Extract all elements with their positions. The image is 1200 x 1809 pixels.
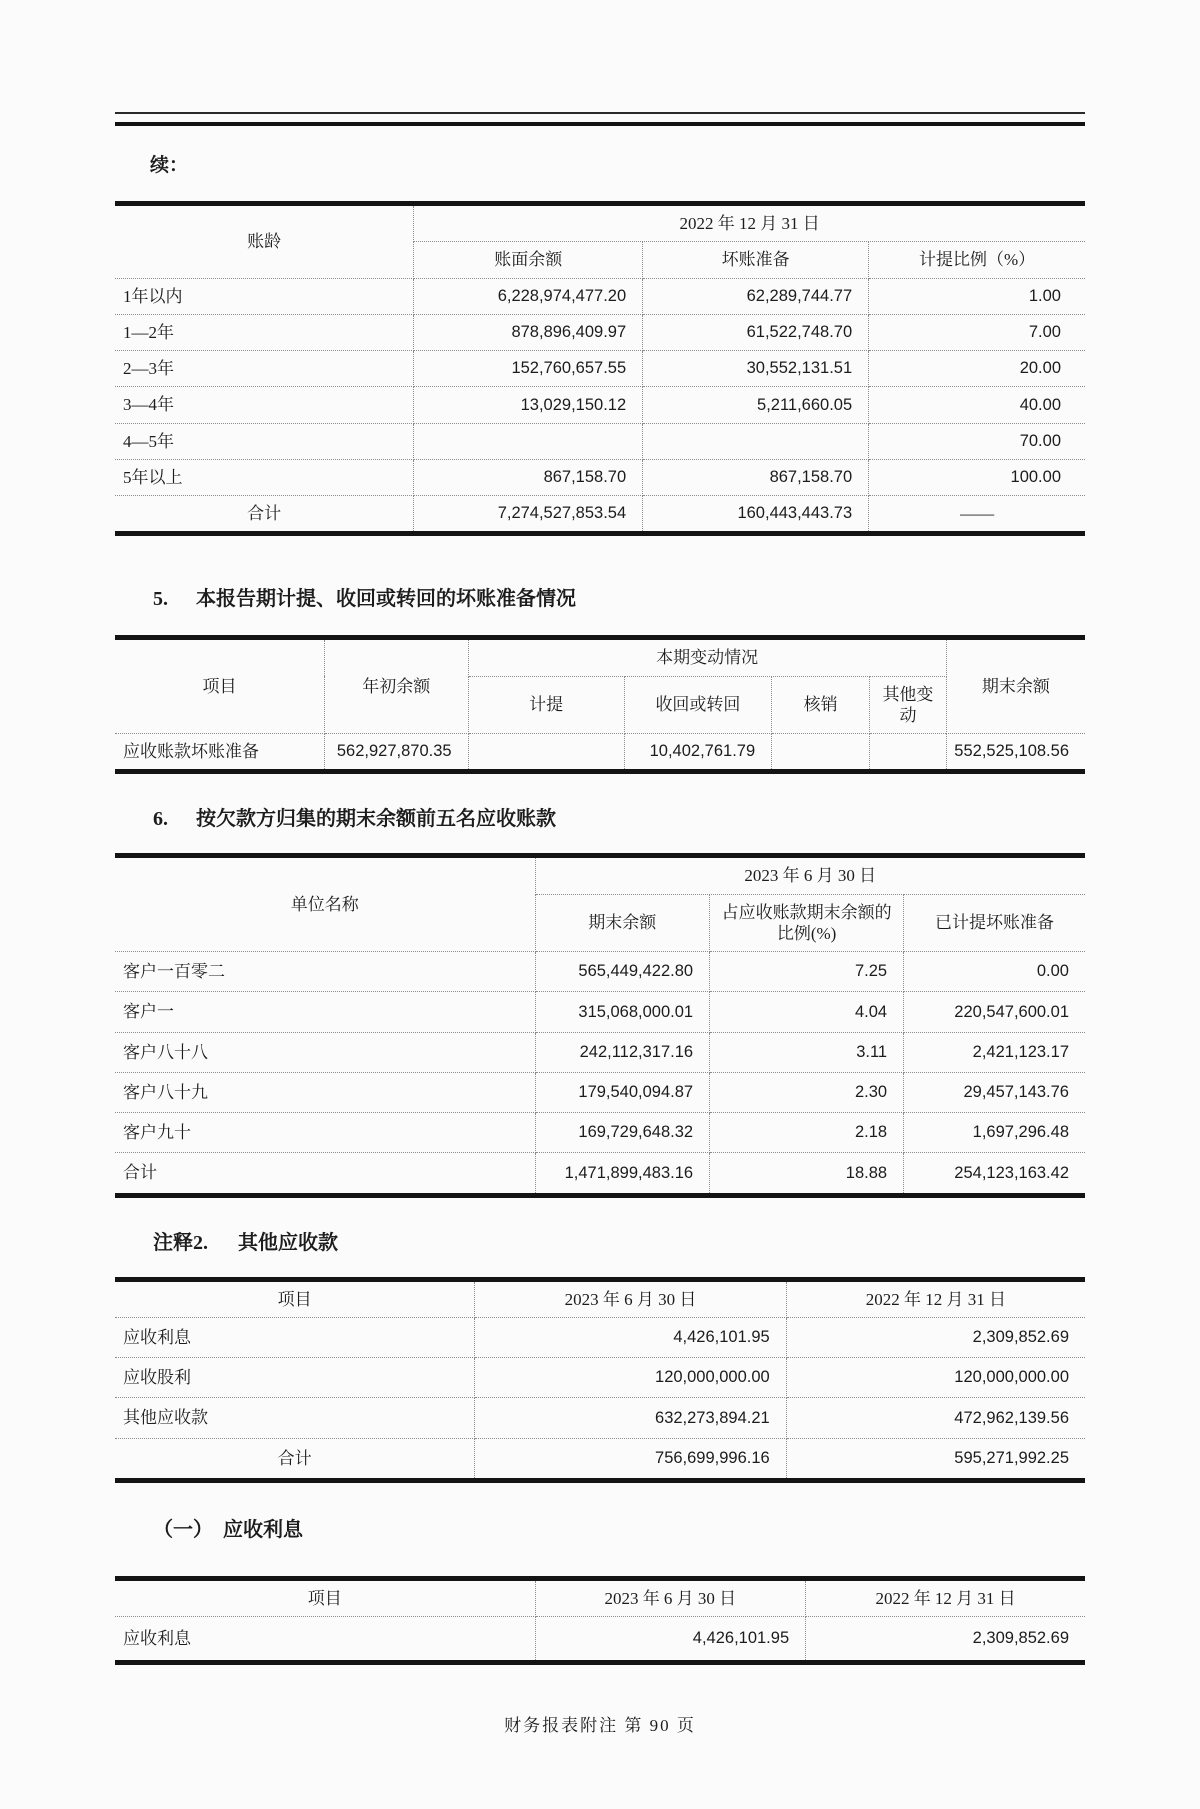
table-row [115, 351, 1085, 387]
section-title: 本报告期计提、收回或转回的坏账准备情况 [196, 588, 576, 611]
interest-header-row [115, 1578, 1085, 1616]
provision-col-other-header: 其他变动 [870, 676, 947, 734]
cell-ratio: 2.30 [710, 1072, 904, 1112]
cell-item: 应收利息 [115, 1317, 475, 1357]
other-receivables-table [115, 1277, 1085, 1483]
cell-provision: 220,547,600.01 [904, 992, 1085, 1032]
aging-col-label-header: 账龄 [115, 204, 414, 279]
aging-table [115, 201, 1085, 536]
cell-customer: 客户八十九 [115, 1072, 535, 1112]
total-row [115, 1153, 1085, 1195]
section-number: （一） [153, 1518, 213, 1541]
top5-table [115, 853, 1085, 1197]
cell-balance: 152,760,657.55 [414, 351, 643, 387]
provision-col-writeoff-header: 核销 [772, 676, 870, 734]
cell-item: 其他应收款 [115, 1398, 475, 1438]
section-title: 应收利息 [223, 1518, 303, 1541]
cell-ratio: 4.04 [710, 992, 904, 1032]
table-row [115, 952, 1085, 992]
cell-balance: 13,029,150.12 [414, 387, 643, 423]
cell-ratio: 40.00 [869, 387, 1085, 423]
aging-header-row-1 [115, 204, 1085, 242]
cell-provision: 5,211,660.05 [643, 387, 869, 423]
cell-provision: 0.00 [904, 952, 1085, 992]
cell-balance: 179,540,094.87 [535, 1072, 710, 1112]
provision-table [115, 635, 1085, 774]
cell-customer: 客户一百零二 [115, 952, 535, 992]
cell-2022-value: 2,309,852.69 [806, 1617, 1085, 1663]
cell-ratio: 7.00 [869, 314, 1085, 350]
cell-item: 应收股利 [115, 1358, 475, 1398]
cell-provision: 61,522,748.70 [643, 314, 869, 350]
cell-2022-value: 120,000,000.00 [786, 1358, 1085, 1398]
cell-balance: 315,068,000.01 [535, 992, 710, 1032]
cell-provision: 867,158.70 [643, 459, 869, 495]
provision-col-accrual-header: 计提 [468, 676, 624, 734]
table-row [115, 1317, 1085, 1357]
cell-provision [643, 423, 869, 459]
interest-col-2023-header: 2023 年 6 月 30 日 [535, 1578, 806, 1616]
interest-col-2022-header: 2022 年 12 月 31 日 [806, 1578, 1085, 1616]
cell-ratio: 3.11 [710, 1032, 904, 1072]
cell-recovered: 10,402,761.79 [624, 734, 771, 772]
cell-item: 应收账款坏账准备 [115, 734, 325, 772]
aging-date-header: 2022 年 12 月 31 日 [414, 204, 1085, 242]
total-row [115, 1438, 1085, 1480]
cell-aging-label: 1—2年 [115, 314, 414, 350]
cell-accrual [468, 734, 624, 772]
top5-col-balance-header: 期末余额 [535, 894, 710, 952]
cell-2023-value: 756,699,996.16 [475, 1438, 786, 1480]
aging-col-balance-header: 账面余额 [414, 242, 643, 278]
provision-col-recovered-header: 收回或转回 [624, 676, 771, 734]
continued-label: 续： [150, 155, 189, 176]
cell-total-label: 合计 [115, 1438, 475, 1480]
cell-provision: 254,123,163.42 [904, 1153, 1085, 1195]
provision-col-opening-header: 年初余额 [325, 638, 469, 734]
table-row [115, 992, 1085, 1032]
cell-opening: 562,927,870.35 [325, 734, 469, 772]
page-header-rule [115, 112, 1085, 126]
section-5-heading [153, 582, 1085, 611]
page-footer: 财务报表附注 第 90 页 [504, 1716, 696, 1736]
section-title: 其他应收款 [238, 1231, 338, 1254]
cell-balance: 565,449,422.80 [535, 952, 710, 992]
top5-col-provision-header: 已计提坏账准备 [904, 894, 1085, 952]
other-col-2023-header: 2023 年 6 月 30 日 [475, 1279, 786, 1317]
cell-ratio: 70.00 [869, 423, 1085, 459]
cell-provision: 30,552,131.51 [643, 351, 869, 387]
cell-closing: 552,525,108.56 [946, 734, 1085, 772]
top5-col-name-header: 单位名称 [115, 856, 535, 952]
table-row [115, 1358, 1085, 1398]
cell-2022-value: 472,962,139.56 [786, 1398, 1085, 1438]
cell-provision: 29,457,143.76 [904, 1072, 1085, 1112]
cell-balance: 242,112,317.16 [535, 1032, 710, 1072]
section-6-heading [153, 802, 1085, 831]
cell-balance: 7,274,527,853.54 [414, 496, 643, 534]
interest-table [115, 1576, 1085, 1666]
table-row [115, 1113, 1085, 1153]
cell-total-label: 合计 [115, 496, 414, 534]
provision-col-closing-header: 期末余额 [946, 638, 1085, 734]
cell-aging-label: 4—5年 [115, 423, 414, 459]
cell-2023-value: 120,000,000.00 [475, 1358, 786, 1398]
provision-header-row-1 [115, 638, 1085, 676]
cell-provision: 1,697,296.48 [904, 1113, 1085, 1153]
top5-header-row-1 [115, 856, 1085, 894]
table-row [115, 314, 1085, 350]
cell-aging-label: 2—3年 [115, 351, 414, 387]
table-row [115, 1072, 1085, 1112]
cell-ratio: —— [869, 496, 1085, 534]
cell-aging-label: 1年以内 [115, 278, 414, 314]
page-content [115, 112, 1085, 1736]
table-row [115, 459, 1085, 495]
section-number: 注释2. [153, 1231, 208, 1254]
cell-provision: 62,289,744.77 [643, 278, 869, 314]
aging-col-provision-header: 坏账准备 [643, 242, 869, 278]
cell-2022-value: 595,271,992.25 [786, 1438, 1085, 1480]
cell-total-label: 合计 [115, 1153, 535, 1195]
cell-ratio: 100.00 [869, 459, 1085, 495]
section-number: 5. [153, 588, 168, 611]
table-row [115, 423, 1085, 459]
cell-balance: 6,228,974,477.20 [414, 278, 643, 314]
cell-2023-value: 4,426,101.95 [475, 1317, 786, 1357]
top5-col-ratio-header: 占应收账款期末余额的比例(%) [710, 894, 904, 952]
cell-customer: 客户一 [115, 992, 535, 1032]
cell-ratio: 1.00 [869, 278, 1085, 314]
cell-2022-value: 2,309,852.69 [786, 1317, 1085, 1357]
cell-provision: 160,443,443.73 [643, 496, 869, 534]
cell-balance [414, 423, 643, 459]
interest-col-item-header: 项目 [115, 1578, 535, 1616]
total-row [115, 496, 1085, 534]
table-row [115, 1398, 1085, 1438]
cell-ratio: 7.25 [710, 952, 904, 992]
cell-customer: 客户九十 [115, 1113, 535, 1153]
table-row [115, 278, 1085, 314]
cell-aging-label: 5年以上 [115, 459, 414, 495]
table-row [115, 734, 1085, 772]
table-row [115, 1032, 1085, 1072]
provision-change-header: 本期变动情况 [468, 638, 946, 676]
cell-balance: 1,471,899,483.16 [535, 1153, 710, 1195]
cell-balance: 878,896,409.97 [414, 314, 643, 350]
section-title: 按欠款方归集的期末余额前五名应收账款 [196, 808, 556, 831]
aging-col-ratio-header: 计提比例（%） [869, 242, 1085, 278]
cell-provision: 2,421,123.17 [904, 1032, 1085, 1072]
provision-col-item-header: 项目 [115, 638, 325, 734]
cell-other [870, 734, 947, 772]
other-col-2022-header: 2022 年 12 月 31 日 [786, 1279, 1085, 1317]
cell-ratio: 20.00 [869, 351, 1085, 387]
cell-balance: 867,158.70 [414, 459, 643, 495]
cell-writeoff [772, 734, 870, 772]
cell-ratio: 18.88 [710, 1153, 904, 1195]
cell-balance: 169,729,648.32 [535, 1113, 710, 1153]
table-row [115, 387, 1085, 423]
cell-2023-value: 632,273,894.21 [475, 1398, 786, 1438]
other-col-item-header: 项目 [115, 1279, 475, 1317]
top5-date-header: 2023 年 6 月 30 日 [535, 856, 1085, 894]
cell-ratio: 2.18 [710, 1113, 904, 1153]
cell-customer: 客户八十八 [115, 1032, 535, 1072]
cell-2023-value: 4,426,101.95 [535, 1617, 806, 1663]
cell-aging-label: 3—4年 [115, 387, 414, 423]
section-number: 6. [153, 808, 168, 831]
note-2-heading [153, 1226, 1085, 1255]
cell-item: 应收利息 [115, 1617, 535, 1663]
other-header-row [115, 1279, 1085, 1317]
table-row [115, 1617, 1085, 1663]
interest-section-heading [153, 1513, 1085, 1542]
